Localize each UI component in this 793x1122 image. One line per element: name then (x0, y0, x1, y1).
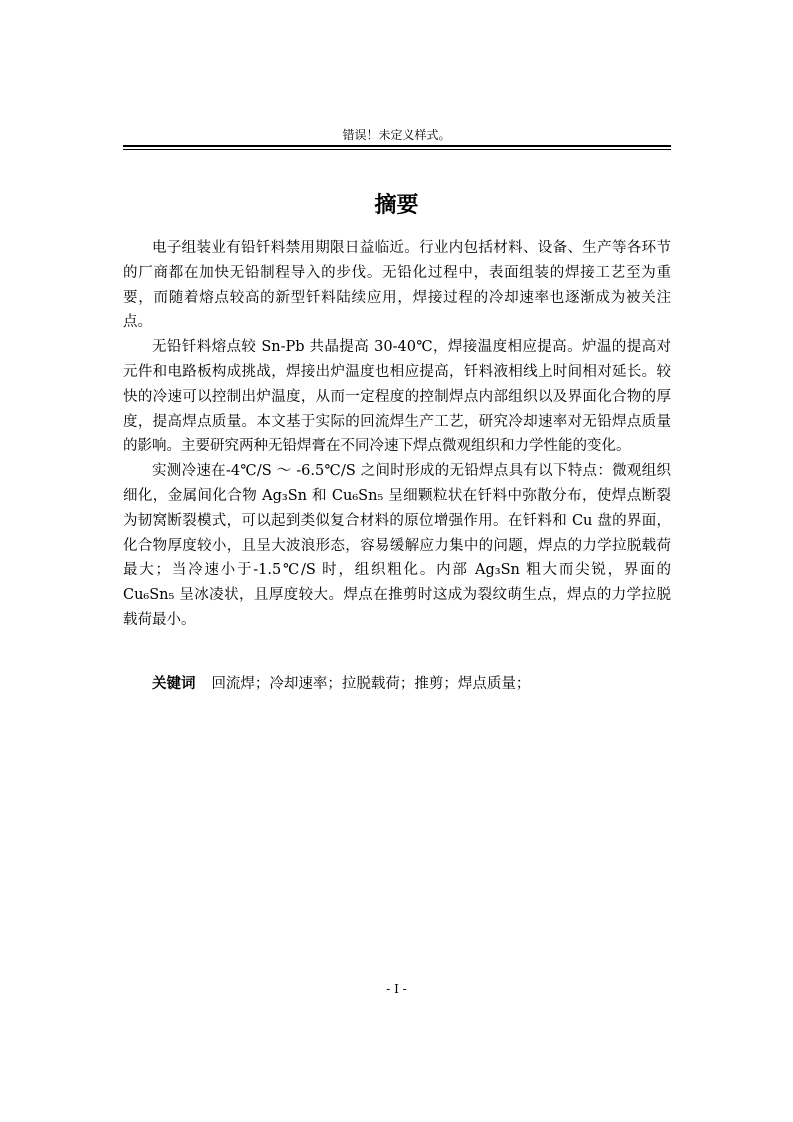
keywords-label: 关键词 (152, 676, 196, 692)
keywords-line (123, 672, 671, 696)
keywords-text: 回流焊；冷却速率；拉脱载荷；推剪；焊点质量； (211, 676, 531, 692)
abstract-paragraph-3: 实测冷速在-4℃/S ～ -6.5℃/S 之间时形成的无铅焊点具有以下特点：微观组织细化，金属间化合物 Ag₃Sn 和 Cu₆Sn₅ 呈细颗粒状在钎料中弥散分布，使焊点断裂为韧窝断裂模式，可以起到类似复合材料的原位增强作用。在钎料和 Cu 盘的界面，化合物厚度较小，且呈大波浪形态，容易缓解应力集中的问题，焊点的力学拉脱载荷最大；当冷速小于-1.5℃/S 时，组织粗化。内部 Ag₃Sn 粗大而尖锐，界面的 Cu₆Sn₅ 呈冰凌状，且厚度较大。焊点在推剪时这成为裂纹萌生点，焊点的力学拉脱载荷最小。 (123, 463, 671, 628)
page-number: - I - (386, 982, 407, 996)
running-header: 错误！未定义样式。 (342, 128, 451, 142)
header-rule (123, 145, 671, 147)
abstract-paragraph-2: 无铅钎料熔点较 Sn-Pb 共晶提高 30-40℃，焊接温度相应提高。炉温的提高对元件和电路板构成挑战，焊接出炉温度也相应提高，钎料液相线上时间相对延长。较快的冷速可以控制出炉温度，从而一定程度的控制焊点内部组织以及界面化合物的厚度，提高焊点质量。本文基于实际的回流焊生产工艺，研究冷却速率对无铅焊点质量的影响。主要研究两种无铅焊膏在不同冷速下焊点微观组织和力学性能的变化。 (123, 339, 671, 455)
page-title: 摘要 (374, 193, 419, 218)
abstract-paragraph-1: 电子组装业有铅钎料禁用期限日益临近。行业内包括材料、设备、生产等各环节的厂商都在加快无铅制程导入的步伐。无铅化过程中，表面组装的焊接工艺至为重要，而随着熔点较高的新型钎料陆续应用，焊接过程的冷却速率也逐渐成为被关注点。 (123, 240, 671, 331)
header-rule-thin (123, 149, 671, 150)
abstract-body (123, 236, 671, 633)
